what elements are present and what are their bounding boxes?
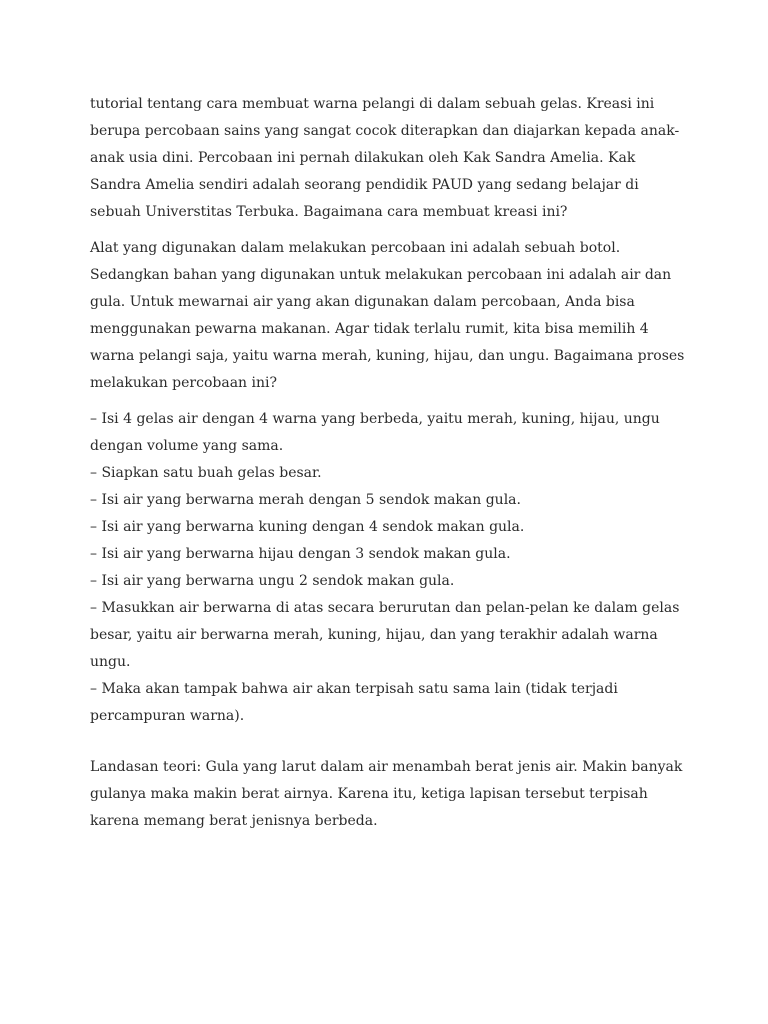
- step-item: – Masukkan air berwarna di atas secara berurutan dan pelan-pelan ke dalam gelas besar, yaitu air berwarna merah, kuning, hijau, dan yang terakhir adalah warna ungu.: [90, 600, 680, 670]
- step-item: – Isi air yang berwarna hijau dengan 3 sendok makan gula.: [90, 546, 511, 562]
- step-item: – Isi 4 gelas air dengan 4 warna yang berbeda, yaitu merah, kuning, hijau, ungu dengan volume yang sama.: [90, 411, 660, 454]
- materials-paragraph: Alat yang digunakan dalam melakukan percobaan ini adalah sebuah botol. Sedangkan bahan yang digunakan untuk melakukan percobaan ini adalah air dan gula. Untuk mewarnai air yang akan digunakan dalam percobaan, Anda bisa menggunakan pewarna makanan. Agar tidak terlalu rumit, kita bisa memilih 4 warna pelangi saja, yaitu warna merah, kuning, hijau, dan ungu. Bagaimana proses melakukan percobaan ini?: [90, 240, 685, 391]
- step-item: – Isi air yang berwarna merah dengan 5 sendok makan gula.: [90, 492, 521, 508]
- step-item: – Isi air yang berwarna kuning dengan 4 sendok makan gula.: [90, 519, 525, 535]
- step-item: – Siapkan satu buah gelas besar.: [90, 465, 322, 481]
- intro-paragraph: tutorial tentang cara membuat warna pelangi di dalam sebuah gelas. Kreasi ini berupa percobaan sains yang sangat cocok diterapkan dan diajarkan kepada anak-anak usia dini. Percobaan ini pernah dilakukan oleh Kak Sandra Amelia. Kak Sandra Amelia sendiri adalah seorang pendidik PAUD yang sedang belajar di sebuah Universtitas Terbuka. Bagaimana cara membuat kreasi ini?: [90, 96, 680, 220]
- steps-list: [90, 406, 690, 730]
- step-item: – Isi air yang berwarna ungu 2 sendok makan gula.: [90, 573, 455, 589]
- step-item: – Maka akan tampak bahwa air akan terpisah satu sama lain (tidak terjadi percampuran warna).: [90, 681, 618, 724]
- document-page: [90, 91, 690, 835]
- theory-paragraph: Landasan teori: Gula yang larut dalam air menambah berat jenis air. Makin banyak gulanya maka makin berat airnya. Karena itu, ketiga lapisan tersebut terpisah karena memang berat jenisnya berbeda.: [90, 759, 683, 829]
